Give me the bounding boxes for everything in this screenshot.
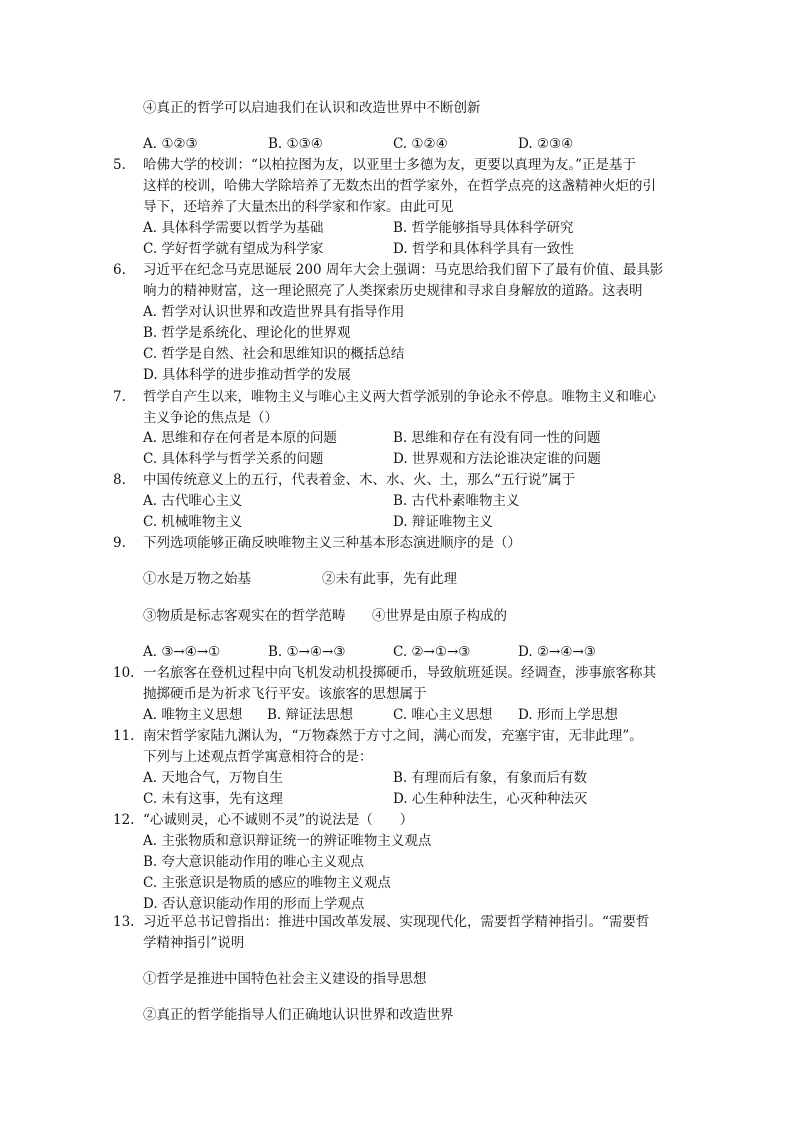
q11-option-c: C. 未有这事，先有这理 bbox=[143, 791, 283, 807]
q7-option-b: B. 思维和存在有没有同一性的问题 bbox=[393, 430, 601, 446]
q11-number: 11. bbox=[113, 728, 135, 744]
q9-statement-3: ③物质是标志客观实在的哲学范畴 bbox=[143, 608, 346, 624]
q8-number: 8. bbox=[113, 472, 126, 488]
q11-stem-line: 下列与上述观点哲学寓意相符合的是： bbox=[143, 749, 373, 765]
q8-option-a: A. 古代唯心主义 bbox=[143, 493, 243, 509]
q5-option-b: B. 哲学能够指导具体科学研究 bbox=[393, 220, 574, 236]
q6-stem-line: 习近平在纪念马克思诞辰 200 周年大会上强调：马克思给我们留下了最有价值、最具影 bbox=[143, 262, 664, 278]
q7-number: 7. bbox=[113, 389, 126, 405]
q9-option-a: A. ③→④→① bbox=[143, 644, 221, 660]
q5-stem-line: 哈佛大学的校训：“以柏拉图为友，以亚里士多德为友，更要以真理为友。”正是基于 bbox=[143, 157, 637, 173]
q5-option-a: A. 具体科学需要以哲学为基础 bbox=[143, 220, 324, 236]
q5-stem-line: 导下，还培养了大量杰出的科学家和作家。由此可见 bbox=[143, 199, 454, 215]
q9-statement-4: ④世界是由原子构成的 bbox=[372, 608, 507, 624]
q10-option-c: C. 唯心主义思想 bbox=[393, 707, 493, 723]
q13-statement-2: ②真正的哲学能指导人们正确地认识世界和改造世界 bbox=[143, 1007, 454, 1023]
q7-option-d: D. 世界观和方法论谁决定谁的问题 bbox=[393, 451, 601, 467]
q8-option-d: D. 辩证唯物主义 bbox=[393, 514, 493, 530]
q7-option-c: C. 具体科学与哲学关系的问题 bbox=[143, 451, 324, 467]
q9-statement-1: ①水是万物之始基 bbox=[143, 571, 251, 587]
q6-option-d: D. 具体科学的进步推动哲学的发展 bbox=[143, 367, 351, 383]
q13-statement-1: ①哲学是推进中国特色社会主义建设的指导思想 bbox=[143, 971, 427, 987]
q9-option-c: C. ②→①→③ bbox=[393, 644, 471, 660]
q10-option-b: B. 辩证法思想 bbox=[267, 707, 354, 723]
q4-option-d: D. ②③④ bbox=[518, 136, 574, 152]
q11-option-a: A. 天地合气，万物自生 bbox=[143, 770, 283, 786]
q11-stem-line: 南宋哲学家陆九渊认为，“万物森然于方寸之间，满心而发，充塞宇宙，无非此理”。 bbox=[143, 728, 643, 744]
q4-option-b: B. ①③④ bbox=[268, 136, 323, 152]
q12-option-b: B. 夸大意识能动作用的唯心主义观点 bbox=[143, 854, 365, 870]
q13-number: 13. bbox=[113, 914, 135, 930]
q9-option-d: D. ②→④→③ bbox=[518, 644, 596, 660]
q9-stem-line: 下列选项能够正确反映唯物主义三种基本形态演进顺序的是（） bbox=[143, 535, 521, 551]
q10-option-a: A. 唯物主义思想 bbox=[143, 707, 243, 723]
q12-number: 12. bbox=[113, 812, 135, 828]
q13-stem-line: 习近平总书记曾指出：推进中国改革发展、实现现代化，需要哲学精神指引。“需要哲 bbox=[143, 914, 650, 930]
q12-option-c: C. 主张意识是物质的感应的唯物主义观点 bbox=[143, 875, 391, 891]
q12-stem-line: “心诚则灵，心不诚则不灵”的说法是（ ） bbox=[143, 812, 414, 828]
q12-option-d: D. 否认意识能动作用的形而上学观点 bbox=[143, 896, 365, 912]
q10-stem-line: 一名旅客在登机过程中向飞机发动机投掷硬币，导致航班延误。经调查，涉事旅客称其 bbox=[143, 665, 656, 681]
q4-statement-4: ④真正的哲学可以启迪我们在认识和改造世界中不断创新 bbox=[143, 100, 481, 116]
q6-number: 6. bbox=[113, 262, 126, 278]
q10-option-d: D. 形而上学思想 bbox=[518, 707, 618, 723]
q12-option-a: A. 主张物质和意识辩证统一的辨证唯物主义观点 bbox=[143, 833, 432, 849]
q9-statement-2: ②未有此事，先有此理 bbox=[322, 571, 457, 587]
q8-option-c: C. 机械唯物主义 bbox=[143, 514, 243, 530]
q6-option-b: B. 哲学是系统化、理论化的世界观 bbox=[143, 325, 351, 341]
q5-number: 5. bbox=[113, 157, 126, 173]
q6-option-c: C. 哲学是自然、社会和思维知识的概括总结 bbox=[143, 346, 405, 362]
q9-option-b: B. ①→④→③ bbox=[268, 644, 346, 660]
q8-stem-line: 中国传统意义上的五行，代表着金、木、水、火、土，那么“五行说”属于 bbox=[143, 472, 576, 488]
q10-stem-line: 抛掷硬币是为祈求飞行平安。该旅客的思想属于 bbox=[143, 686, 427, 702]
q13-stem-line: 学精神指引”说明 bbox=[143, 935, 245, 951]
q7-stem-line: 主义争论的焦点是（） bbox=[143, 410, 278, 426]
q5-option-c: C. 学好哲学就有望成为科学家 bbox=[143, 241, 324, 257]
q11-option-d: D. 心生种种法生，心灭种种法灭 bbox=[393, 791, 588, 807]
q4-option-a: A. ①②③ bbox=[143, 136, 198, 152]
q7-stem-line: 哲学自产生以来，唯物主义与唯心主义两大哲学派别的争论永不停息。唯物主义和唯心 bbox=[143, 389, 656, 405]
q6-option-a: A. 哲学对认识世界和改造世界具有指导作用 bbox=[143, 304, 405, 320]
q8-option-b: B. 古代朴素唯物主义 bbox=[393, 493, 520, 509]
q5-option-d: D. 哲学和具体科学具有一致性 bbox=[393, 241, 574, 257]
q11-option-b: B. 有理而后有象，有象而后有数 bbox=[393, 770, 588, 786]
q6-stem-line: 响力的精神财富，这一理论照亮了人类探索历史规律和寻求自身解放的道路。这表明 bbox=[143, 283, 643, 299]
q9-number: 9. bbox=[113, 535, 126, 551]
q4-option-c: C. ①②④ bbox=[393, 136, 448, 152]
q5-stem-line: 这样的校训，哈佛大学除培养了无数杰出的哲学家外，在哲学点亮的这盏精神火炬的引 bbox=[143, 178, 656, 194]
q7-option-a: A. 思维和存在何者是本原的问题 bbox=[143, 430, 337, 446]
q10-number: 10. bbox=[113, 665, 135, 681]
